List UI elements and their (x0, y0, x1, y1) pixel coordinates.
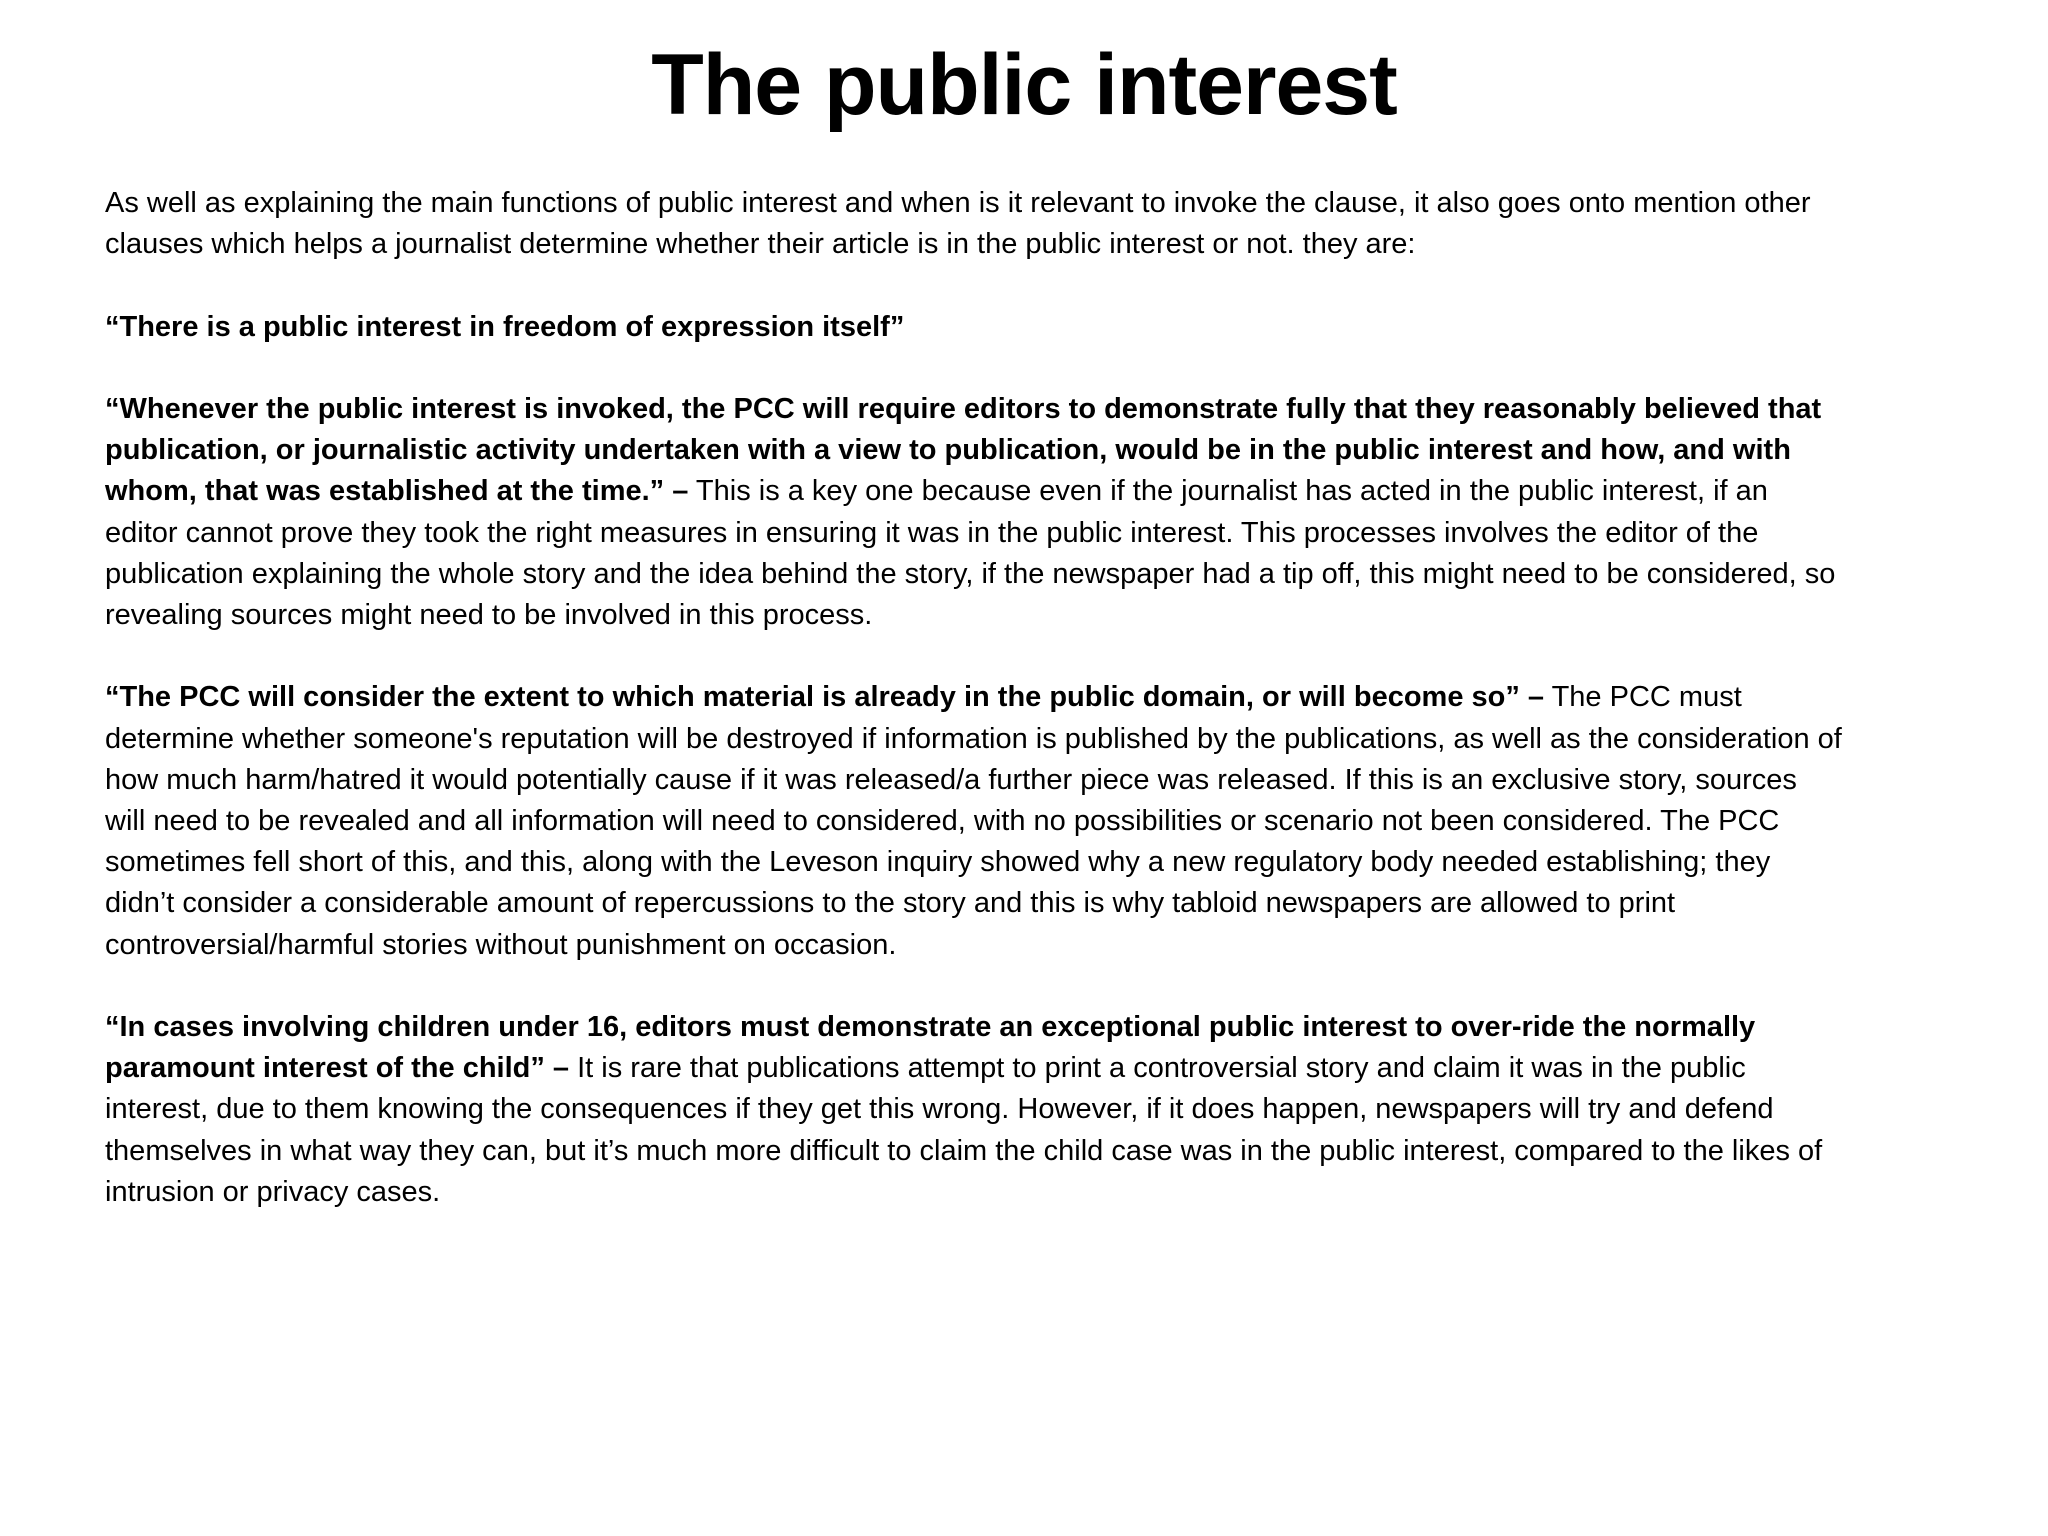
clause-paragraph-public-domain (105, 677, 1845, 965)
intro-paragraph: As well as explaining the main functions of public interest and when is it relevant to invoke the clause, it also goes onto mention other clauses which helps a journalist determine whether their article is in the public interest or not. they are: (105, 187, 1811, 261)
clause-paragraph-editor-justification (105, 389, 1845, 636)
clause-commentary: It is rare that publications attempt to print a controversial story and claim it was in the public interest, due to them knowing the consequences if they get this wrong. However, if it does happen, newspapers will try and defend themselves in what way they can, but it’s much more difficult to claim the child case was in the public interest, compared to the likes of intrusion or privacy cases. (105, 1052, 1823, 1208)
clause-paragraph-children (105, 1007, 1845, 1213)
clause-quote: “There is a public interest in freedom of expression itself” (105, 310, 905, 343)
clause-commentary: The PCC must determine whether someone's reputation will be destroyed if information is published by the publications, as well as the consideration of how much harm/hatred it would potentially cause if it was released/a further piece was released. If this is an exclusive story, sources will need to be revealed and all information will need to considered, with no possibilities or scenario not been considered. The PCC sometimes fell short of this, and this, along with the Leveson inquiry showed why a new regulatory body needed establishing; they didn’t consider a considerable amount of repercussions to the story and this is why tabloid newspapers are allowed to print controversial/harmful stories without punishment on occasion. (105, 681, 1842, 961)
clause-quote: “In cases involving children under 16, editors must demonstrate an exceptional public interest to over-ride the normally paramount interest of the child” – (105, 1011, 1756, 1085)
clause-commentary: This is a key one because even if the journalist has acted in the public interest, if an editor cannot prove they took the right measures in ensuring it was in the public interest. This processes involves the editor of the publication explaining the whole story and the idea behind the story, if the newspaper had a tip off, this might need to be considered, so revealing sources might need to be involved in this process. (105, 475, 1836, 631)
slide-title: The public interest (651, 37, 1397, 133)
clause-quote: “The PCC will consider the extent to which material is already in the public domain, or will become so” – (105, 681, 1545, 714)
clause-quote: “Whenever the public interest is invoked, the PCC will require editors to demonstrate fully that they reasonably believed that publication, or journalistic activity undertaken with a view to publication, would be in the public interest and how, and with whom, that was established at the time.” – (105, 392, 1822, 508)
slide-body (105, 183, 1845, 1213)
clause-paragraph-freedom-of-expression (105, 307, 1845, 348)
